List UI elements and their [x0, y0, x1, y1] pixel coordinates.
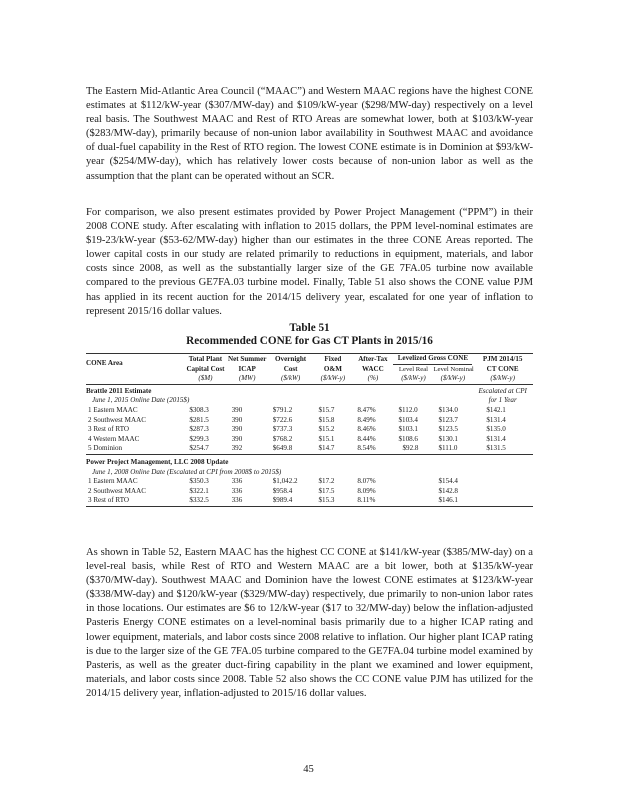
- row-level-nominal: $123.5: [438, 425, 458, 434]
- row-pjm: [472, 477, 533, 487]
- header-net-summer: Net Summer: [227, 354, 267, 363]
- row-pjm: [472, 496, 533, 506]
- row-overnight: $989.4: [268, 496, 314, 506]
- unit-cell: ($/kW-y): [393, 374, 433, 384]
- row-icap: 390: [231, 434, 243, 443]
- row-area: 1 Eastern MAAC: [88, 405, 138, 414]
- row-icap: 390: [231, 415, 243, 424]
- section-subtitle-row: [86, 396, 533, 406]
- row-area: 5 Dominion: [86, 444, 184, 454]
- row-pjm: $131.5: [472, 444, 533, 454]
- row-level-nominal: $142.8: [438, 486, 458, 495]
- header-om: O&M: [323, 364, 342, 373]
- unit-cell: ($/kW): [268, 374, 314, 384]
- paragraph-ppm-comparison: For comparison, we also present estimates provided by Power Project Management (“PPM”) in their 2008 CONE study. After escalating with inflation to 2015 dollars, the PPM level-nominal estimates are $19-23/kW-year ($53-62/MW-day) higher than our estimates in the three CONE Areas reported. The lower capital costs in our study are related primarily to reductions in equipment, materials, and labor costs since 2008, as well as the substantially larger size of the GE 7FA.05 turbine now available compared to the previous GE7FA.03 turbine model. Finally, Table 51 also shows the CONE value PJM has applied in its recent auction for the 2014/15 delivery year, escalated for one year of inflation to represent 2015/16 dollar values.: [86, 207, 533, 317]
- row-fom: $15.3: [313, 496, 352, 506]
- row-level-real: $92.8: [393, 444, 433, 454]
- section-title: Power Project Management, LLC 2008 Update: [86, 457, 229, 466]
- header-levelized: Levelized Gross CONE: [393, 354, 472, 365]
- row-wacc: 8.09%: [357, 486, 376, 495]
- row-overnight: $791.2: [272, 405, 293, 414]
- row-overnight: $722.6: [272, 415, 293, 424]
- row-level-nominal: $111.0: [433, 444, 472, 454]
- header-wacc: WACC: [362, 364, 384, 373]
- table-row: [86, 406, 533, 416]
- row-capital-cost: $322.1: [189, 486, 209, 495]
- row-level-nominal: $130.1: [438, 434, 458, 443]
- row-icap: 390: [231, 405, 243, 414]
- row-overnight: $737.3: [272, 425, 293, 434]
- header-pjm: PJM 2014/15: [472, 354, 533, 365]
- row-pjm: $131.4: [486, 434, 506, 443]
- row-pjm: [472, 487, 533, 497]
- cone-table: [86, 353, 533, 507]
- header-cost: Cost: [283, 364, 298, 373]
- row-overnight: $768.2: [272, 434, 293, 443]
- row-wacc: 8.47%: [357, 405, 376, 414]
- header-capital-cost: Capital Cost: [186, 364, 225, 373]
- row-capital-cost: $287.3: [189, 425, 209, 434]
- table-row: [86, 435, 533, 445]
- row-fom: $14.7: [313, 444, 352, 454]
- section-subtitle-row: [86, 468, 533, 478]
- table-units-row: [86, 374, 533, 384]
- row-area: 3 Rest of RTO: [86, 496, 184, 506]
- row-pjm: $131.4: [486, 415, 506, 424]
- row-capital-cost: $254.7: [184, 444, 226, 454]
- unit-cell: ($M): [184, 374, 226, 384]
- row-pjm: $135.0: [486, 425, 506, 434]
- table-row: [86, 477, 533, 487]
- table-title: Recommended CONE for Gas CT Plants in 2015/16: [186, 335, 433, 347]
- row-wacc: 8.07%: [357, 477, 376, 486]
- row-wacc: 8.46%: [357, 425, 376, 434]
- table-row: [86, 496, 533, 506]
- row-icap: 336: [227, 496, 268, 506]
- row-icap: 392: [227, 444, 268, 454]
- header-cone-area: CONE Area: [86, 354, 184, 375]
- row-icap: 336: [231, 477, 243, 486]
- row-area: 4 Western MAAC: [88, 434, 140, 443]
- row-overnight: $649.8: [268, 444, 314, 454]
- section-note: Escalated at CPI: [478, 386, 527, 395]
- row-area: 2 Southwest MAAC: [88, 415, 146, 424]
- row-fom: $15.8: [318, 415, 335, 424]
- unit-cell: (MW): [227, 374, 268, 384]
- row-capital-cost: $332.5: [184, 496, 226, 506]
- row-icap: 390: [231, 425, 243, 434]
- row-fom: $15.2: [318, 425, 335, 434]
- header-level-nominal: Level Nominal: [433, 365, 474, 373]
- unit-cell: (%): [352, 374, 393, 384]
- row-area: 2 Southwest MAAC: [88, 486, 146, 495]
- paragraph-maac-cone: The Eastern Mid-Atlantic Area Council (“MAAC”) and Western MAAC regions have the highest CONE estimates at $112/kW-year ($307/MW-day) and $109/kW-year ($298/MW-day) respectively on a level real basis. The Southwest MAAC and Rest of RTO Areas are somewhat lower, both at $103/kW-year ($283/MW-day), primarily because of non-union labor availability in Southwest MAAC and avoidance of dual-fuel capability in the Rest of RTO region. The lowest CONE estimate is in Dominion at $93/kW-year ($254/MW-day), which has relatively lower costs because of non-union labor as well as the assumption that the plant can be operated without an SCR.: [86, 86, 533, 182]
- row-fom: $17.2: [318, 477, 335, 486]
- header-ct-cone: CT CONE: [486, 364, 519, 373]
- header-fixed: Fixed: [313, 354, 352, 365]
- row-pjm: $142.1: [486, 405, 506, 414]
- row-area: 3 Rest of RTO: [88, 425, 130, 434]
- header-total-plant: Total Plant: [184, 354, 226, 365]
- table-row: [86, 425, 533, 435]
- section-title-row: [86, 454, 533, 467]
- table-number: Table 51: [289, 322, 330, 334]
- section-subtitle: June 1, 2015 Online Date (2015$): [92, 396, 190, 405]
- table-row: [86, 487, 533, 497]
- row-level-real: $103.4: [398, 415, 418, 424]
- row-capital-cost: $281.5: [189, 415, 209, 424]
- row-level-real: $112.0: [398, 405, 418, 414]
- header-after-tax: After-Tax: [352, 354, 393, 365]
- unit-cell: ($/kW-y): [313, 374, 352, 384]
- row-fom: $15.1: [318, 434, 335, 443]
- section-note: for 1 Year: [488, 396, 517, 405]
- row-level-real: [393, 487, 433, 497]
- unit-cell: ($/kW-y): [472, 374, 533, 384]
- row-capital-cost: $308.3: [189, 405, 209, 414]
- table-row: [86, 444, 533, 454]
- table-header-row-1: [86, 354, 533, 365]
- header-overnight: Overnight: [268, 354, 314, 365]
- section-subtitle: June 1, 2008 Online Date (Escalated at CPI from 2008$ to 2015$): [92, 467, 282, 476]
- row-overnight: $958.4: [272, 486, 293, 495]
- row-level-nominal: $134.0: [438, 405, 458, 414]
- row-capital-cost: $350.3: [189, 477, 209, 486]
- row-level-real: [393, 496, 433, 506]
- row-overnight: $1,042.2: [272, 477, 298, 486]
- header-level-real: Level Real: [398, 365, 429, 373]
- row-fom: $17.5: [318, 486, 335, 495]
- row-wacc: 8.11%: [352, 496, 393, 506]
- row-level-nominal: $123.7: [438, 415, 458, 424]
- row-level-real: [393, 477, 433, 487]
- row-level-nominal: $154.4: [438, 477, 458, 486]
- row-capital-cost: $299.3: [189, 434, 209, 443]
- page-number: 45: [303, 764, 314, 775]
- row-wacc: 8.54%: [352, 444, 393, 454]
- section-title: Brattle 2011 Estimate: [86, 386, 152, 395]
- paragraph-cc-cone: As shown in Table 52, Eastern MAAC has the highest CC CONE at $141/kW-year ($385/MW-day) on a level-real basis, while Rest of RTO and Western MAAC are a bit lower, both at $135/kW-year ($370/MW-day). Southwest MAAC and Dominion have the lowest CONE estimates at $123/kW-year ($338/MW-day) and $120/kW-year ($329/MW-day) respectively, due primarily to non-union labor rates in those locations. Our estimates are $6 to 12/kW-year ($17 to 32/MW-day) below the inflation-adjusted Pasteris Energy CONE estimates on a level-nominal basis primarily due to a higher ICAP rating and lower equipment, materials, and labor costs since 2008 relative to inflation. Our higher plant ICAP rating is due to the larger size of the GE 7FA.05 turbine compared to the GE7FA.04 turbine model examined by Pasteris, as well as the greater duct-firing capability in the plant we examined and lower equipment, materials, and labor costs since 2008. Table 52 also shows the CC CONE value PJM has utilized for the 2014/15 delivery year, inflation-adjusted to 2015/16 dollar values.: [86, 547, 533, 699]
- row-icap: 336: [231, 486, 243, 495]
- row-fom: $15.7: [318, 405, 335, 414]
- row-level-nominal: $146.1: [433, 496, 472, 506]
- row-level-real: $103.1: [398, 425, 418, 434]
- unit-cell: ($/kW-y): [433, 374, 472, 384]
- row-wacc: 8.44%: [357, 434, 376, 443]
- header-icap: ICAP: [238, 364, 256, 373]
- row-area: 1 Eastern MAAC: [88, 477, 138, 486]
- row-level-real: $108.6: [398, 434, 418, 443]
- section-title-row: [86, 384, 533, 396]
- row-wacc: 8.49%: [357, 415, 376, 424]
- table-row: [86, 416, 533, 426]
